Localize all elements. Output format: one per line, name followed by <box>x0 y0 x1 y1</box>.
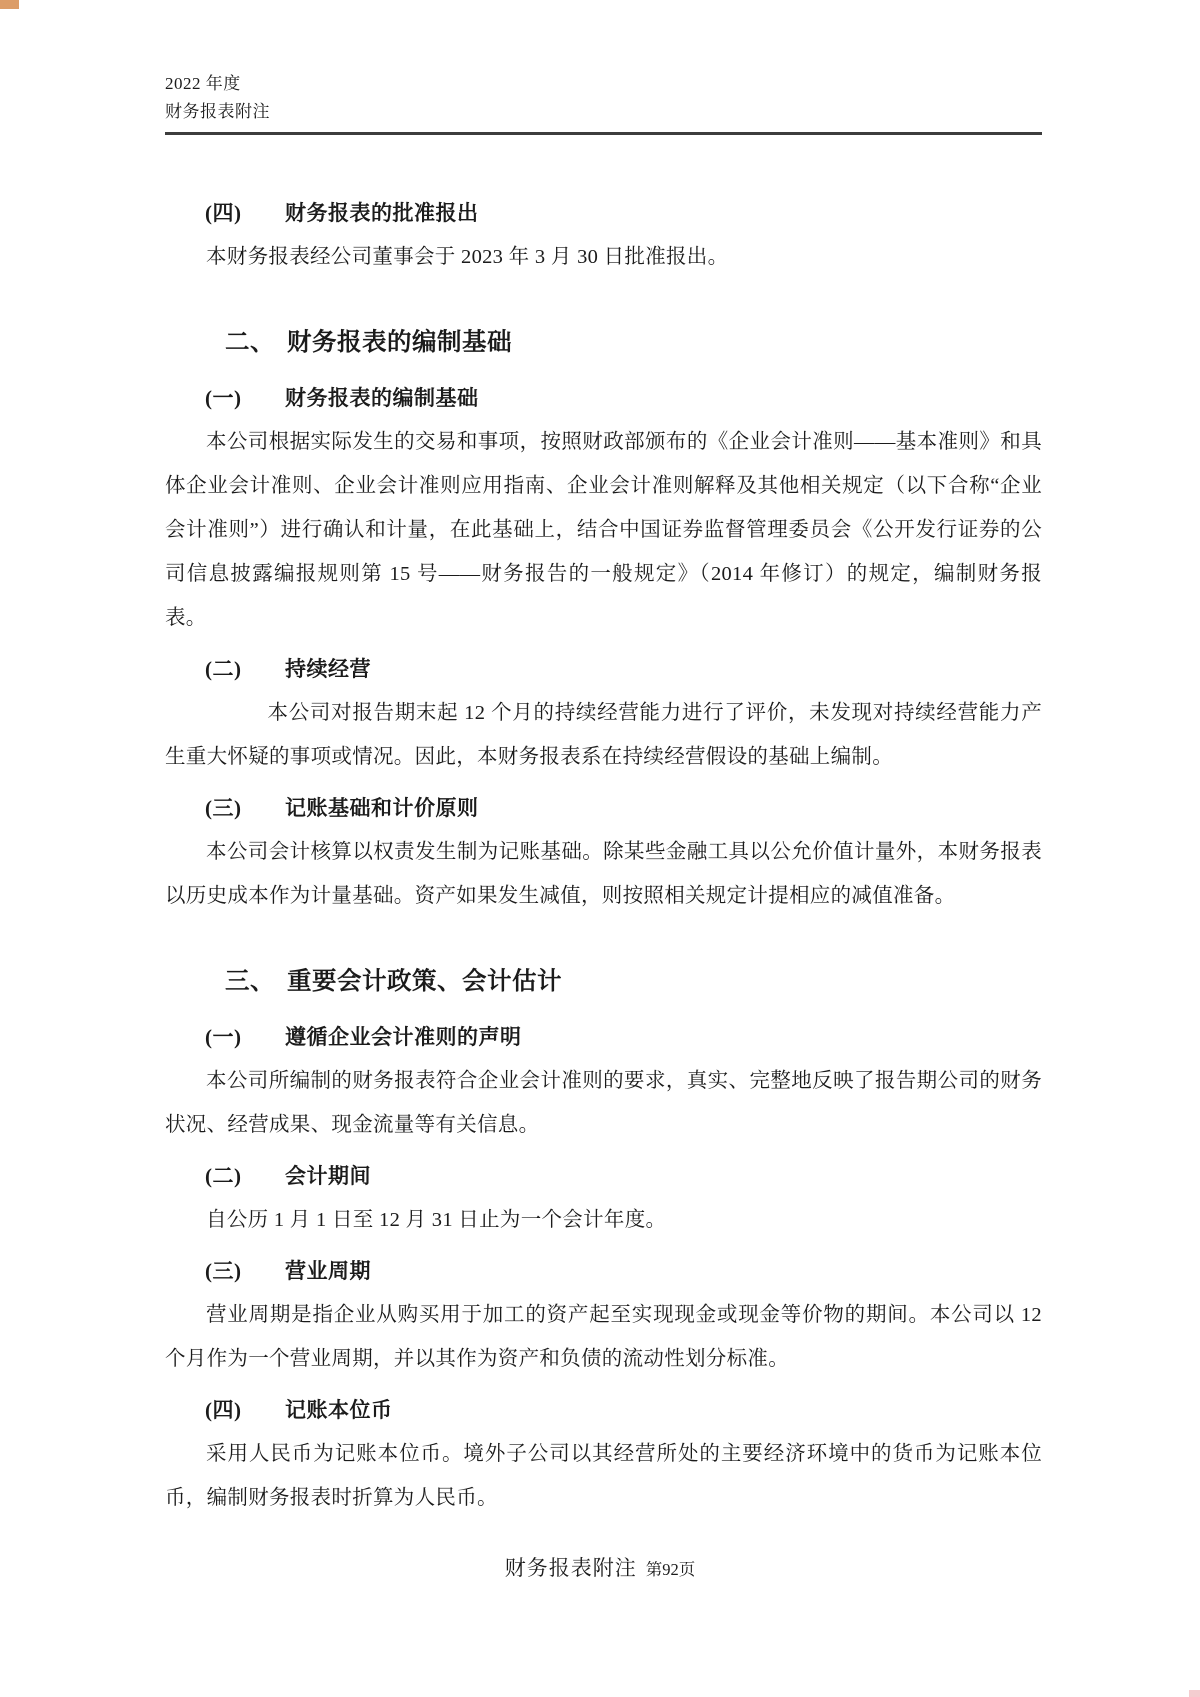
body-paragraph: 本公司所编制的财务报表符合企业会计准则的要求，真实、完整地反映了报告期公司的财务状况、经营成果、现金流量等有关信息。 <box>165 1070 1042 1137</box>
heading-title: 遵循企业会计准则的声明 <box>285 1025 522 1050</box>
heading-number: 二、 <box>225 329 275 357</box>
page-header <box>165 70 1042 135</box>
chapter-heading <box>225 956 1042 1008</box>
heading-title: 营业周期 <box>285 1259 371 1284</box>
body-paragraph: 本公司会计核算以权责发生制为记账基础。除某些金融工具以公允价值计量外，本财务报表以历史成本作为计量基础。资产如果发生减值，则按照相关规定计提相应的减值准备。 <box>165 841 1042 908</box>
header-rule <box>165 132 1042 135</box>
heading-title: 会计期间 <box>285 1164 371 1189</box>
heading-title: 持续经营 <box>285 657 371 682</box>
sub-heading <box>205 647 1042 691</box>
sub-heading <box>205 1388 1042 1432</box>
header-doc-title: 财务报表附注 <box>165 101 270 121</box>
heading-title: 财务报表的编制基础 <box>287 329 512 357</box>
footer-page-number: 第92页 <box>645 1560 696 1579</box>
heading-number: (四) <box>205 1398 242 1423</box>
heading-number: (一) <box>205 386 242 411</box>
body-paragraph: 营业周期是指企业从购买用于加工的资产起至实现现金或现金等价物的期间。本公司以 12 个月作为一个营业周期，并以其作为资产和负债的流动性划分标准。 <box>165 1304 1042 1371</box>
body-paragraph: 本公司对报告期末起 12 个月的持续经营能力进行了评价，未发现对持续经营能力产生重大怀疑的事项或情况。因此，本财务报表系在持续经营假设的基础上编制。 <box>165 702 1042 769</box>
body-paragraph: 本财务报表经公司董事会于 2023 年 3 月 30 日批准报出。 <box>206 246 729 269</box>
heading-number: (三) <box>205 1259 242 1284</box>
page-footer <box>0 1552 1200 1582</box>
heading-number: 三、 <box>225 968 275 996</box>
sub-heading <box>205 1154 1042 1198</box>
heading-title: 财务报表的批准报出 <box>285 201 479 226</box>
sub-heading <box>205 1015 1042 1059</box>
scan-artifact-bottom-right-icon <box>1189 1690 1200 1697</box>
heading-number: (二) <box>205 657 242 682</box>
heading-title: 记账本位币 <box>285 1398 393 1423</box>
heading-number: (三) <box>205 796 242 821</box>
heading-title: 记账基础和计价原则 <box>285 796 479 821</box>
scan-artifact-top-left-icon <box>0 0 19 9</box>
sub-heading <box>205 191 1042 235</box>
document-body <box>165 191 1042 1520</box>
heading-number: (二) <box>205 1164 242 1189</box>
body-paragraph: 自公历 1 月 1 日至 12 月 31 日止为一个会计年度。 <box>206 1209 667 1232</box>
header-year: 2022 年度 <box>165 74 241 93</box>
heading-title: 重要会计政策、会计估计 <box>287 968 562 996</box>
sub-heading <box>205 786 1042 830</box>
heading-number: (四) <box>205 201 242 226</box>
body-paragraph: 本公司根据实际发生的交易和事项，按照财政部颁布的《企业会计准则——基本准则》和具体企业会计准则、企业会计准则应用指南、企业会计准则解释及其他相关规定（以下合称“企业会计准则”）进行确认和计量，在此基础上，结合中国证券监督管理委员会《公开发行证券的公司信息披露编报规则第 15 号——财务报告的一般规定》（2014 年修订）的规定，编制财务报表。 <box>165 431 1042 630</box>
sub-heading <box>205 1249 1042 1293</box>
chapter-heading <box>225 317 1042 369</box>
body-paragraph: 采用人民币为记账本位币。境外子公司以其经营所处的主要经济环境中的货币为记账本位币，编制财务报表时折算为人民币。 <box>165 1443 1042 1510</box>
heading-title: 财务报表的编制基础 <box>285 386 479 411</box>
heading-number: (一) <box>205 1025 242 1050</box>
sub-heading <box>205 376 1042 420</box>
footer-title: 财务报表附注 <box>504 1556 637 1580</box>
